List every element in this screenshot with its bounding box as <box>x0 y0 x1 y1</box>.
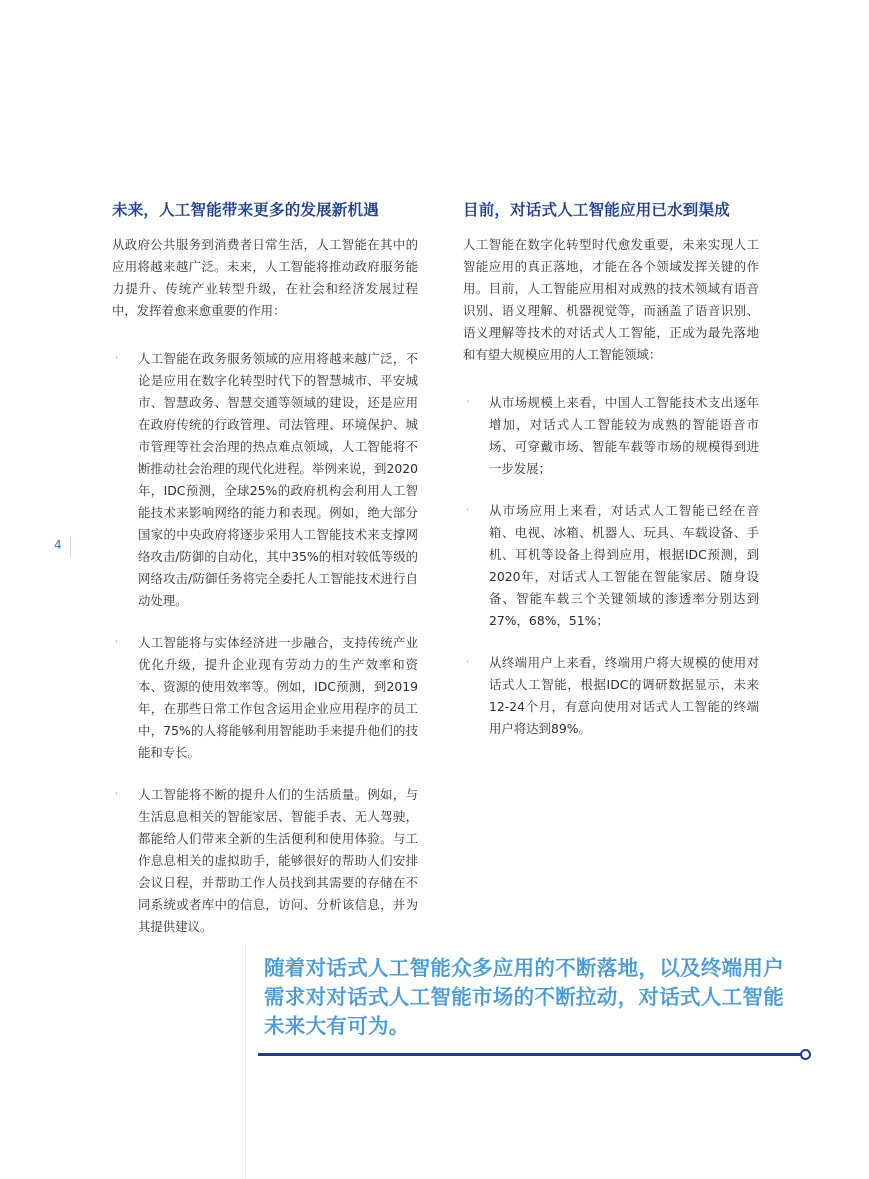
list-item <box>463 652 759 740</box>
bullet-icon: · <box>466 397 470 408</box>
right-heading: 目前，对话式人工智能应用已水到渠成 <box>463 201 730 219</box>
list-item-text: 人工智能在政务服务领域的应用将越来越广泛，不论是应用在数字化转型时代下的智慧城市、平安城市、智慧政务、智慧交通等领域的建设，还是应用在政府传统的行政管理、司法管理、环境保护、城市管理等社会治理的热点难点领域，人工智能将不断推动社会治理的现代化进程。举例来说，到2020年，IDC预测，全球25%的政府机构会利用人工智能技术来影响网络的能力和表现。例如，绝大部分国家的中央政府将逐步采用人工智能技术来支撑网络攻击/防御的自动化，其中35%的相对较低等级的网络攻击/防御任务将完全委托人工智能技术进行自动处理。 <box>138 351 418 608</box>
bullet-icon: · <box>115 353 119 364</box>
right-bullet-list <box>463 392 759 740</box>
bullet-icon: · <box>115 637 119 648</box>
list-item <box>463 392 759 480</box>
left-intro: 从政府公共服务到消费者日常生活，人工智能在其中的应用将越来越广泛。未来，人工智能将推动政府服务能力提升、传统产业转型升级，在社会和经济发展过程中，发挥着愈来愈重要的作用： <box>112 237 418 318</box>
right-column <box>463 198 759 740</box>
list-item-text: 人工智能将与实体经济进一步融合，支持传统产业优化升级，提升企业现有劳动力的生产效率和资本、资源的使用效率等。例如，IDC预测，到2019年，在那些日常工作包含运用企业应用程序的员工中，75%的人将能够利用智能助手来提升他们的技能和专长。 <box>138 635 418 760</box>
list-item <box>112 784 418 938</box>
left-column <box>112 198 418 938</box>
rule-end-circle-icon <box>800 1049 811 1060</box>
list-item-text: 人工智能将不断的提升人们的生活质量。例如，与生活息息相关的智能家居、智能手表、无人驾驶，都能给人们带来全新的生活便利和使用体验。与工作息息相关的虚拟助手，能够很好的帮助人们安排会议日程，并帮助工作人员找到其需要的存储在不同系统或者库中的信息，访问、分析该信息，并为其提供建议。 <box>138 787 418 934</box>
list-item <box>112 348 418 612</box>
page-number: 4 <box>54 538 62 552</box>
list-item-text: 从终端用户上来看，终端用户将大规模的使用对话式人工智能，根据IDC的调研数据显示，未来12-24个月，有意向使用对话式人工智能的终端用户将达到89%。 <box>489 655 759 736</box>
bullet-icon: · <box>466 657 470 668</box>
bullet-icon: · <box>115 789 119 800</box>
left-bullet-list <box>112 348 418 938</box>
list-item <box>112 632 418 764</box>
bullet-icon: · <box>466 505 470 516</box>
callout-divider <box>245 944 246 1179</box>
callout-quote: 随着对话式人工智能众多应用的不断落地，以及终端用户需求对对话式人工智能市场的不断拉动，对话式人工智能未来大有可为。 <box>264 956 784 1038</box>
callout-rule <box>258 1053 801 1056</box>
list-item-text: 从市场应用上来看，对话式人工智能已经在音箱、电视、冰箱、机器人、玩具、车载设备、手机、耳机等设备上得到应用，根据IDC预测，到2020年，对话式人工智能在智能家居、随身设备、智能车载三个关键领域的渗透率分别达到27%，68%，51%； <box>489 503 759 628</box>
left-heading: 未来，人工智能带来更多的发展新机遇 <box>112 201 379 219</box>
list-item <box>463 500 759 632</box>
list-item-text: 从市场规模上来看，中国人工智能技术支出逐年增加，对话式人工智能较为成熟的智能语音市场、可穿戴市场、智能车载等市场的规模得到进一步发展； <box>489 395 759 476</box>
right-intro: 人工智能在数字化转型时代愈发重要，未来实现人工智能应用的真正落地，才能在各个领域发挥关键的作用。目前，人工智能应用相对成熟的技术领域有语音识别、语义理解、机器视觉等，而涵盖了语音识别、语义理解等技术的对话式人工智能，正成为最先落地和有望大规模应用的人工智能领域： <box>463 237 759 362</box>
